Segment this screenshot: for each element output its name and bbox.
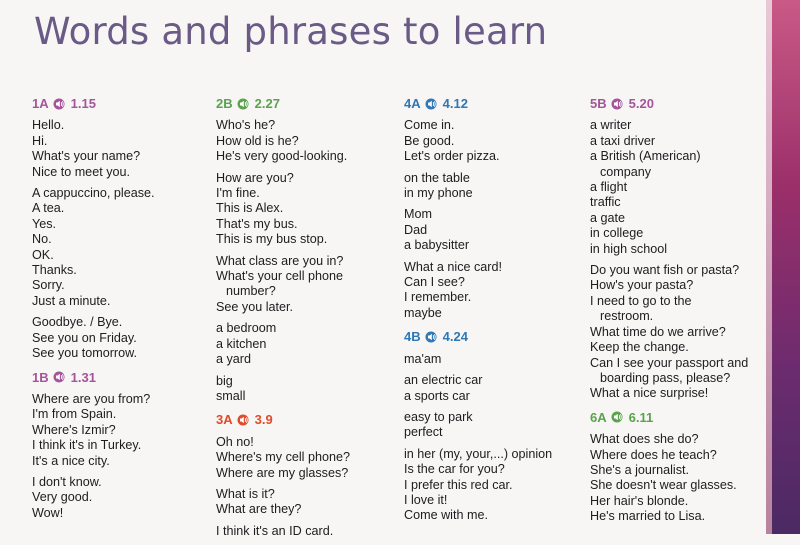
phrase-group (216, 321, 391, 367)
section-code: 6A (590, 409, 607, 425)
phrase-line: I remember. (404, 290, 472, 305)
phrase-line: What a nice surprise! (590, 386, 709, 401)
phrase-line: company (600, 164, 652, 179)
phrase-group (590, 118, 760, 257)
phrase-line: on the table (404, 170, 470, 185)
section-code: 5B (590, 96, 607, 111)
phrase-line: What are they? (216, 502, 302, 517)
phrase-line: I'm fine. (216, 186, 260, 201)
phrase-line: a bedroom (216, 321, 277, 336)
phrase-line: Where's my cell phone? (216, 450, 350, 465)
phrase-group (216, 435, 391, 481)
section-code: 4B (404, 329, 421, 345)
audio-track-number: 1.31 (70, 369, 96, 385)
phrase-line: perfect (404, 425, 443, 440)
phrase-line: maybe (404, 305, 442, 320)
phrase-line: a flight (590, 180, 628, 195)
section-heading (590, 96, 760, 111)
audio-icon[interactable] (237, 98, 251, 110)
phrase-line: Where does he teach? (590, 447, 717, 462)
phrase-line: I think it's an ID card. (216, 523, 334, 538)
phrase-group (590, 263, 760, 402)
phrase-group (404, 373, 579, 404)
phrase-group (216, 254, 391, 316)
section-heading (216, 412, 391, 427)
phrase-line: easy to park (404, 409, 473, 424)
phrase-line: I'm from Spain. (32, 407, 117, 422)
phrase-group (404, 171, 579, 202)
phrase-line: Thanks. (32, 263, 77, 278)
section-heading (32, 370, 202, 385)
audio-track-number: 4.12 (442, 96, 468, 111)
phrase-group (32, 315, 202, 361)
phrase-line: No. (32, 232, 52, 247)
phrase-line: I prefer this red car. (404, 477, 513, 492)
phrase-line: Her hair's blonde. (590, 493, 689, 508)
phrase-line: Do you want fish or pasta? (590, 263, 740, 278)
phrase-line: Dad (404, 222, 428, 237)
phrase-line: Wow! (32, 505, 64, 520)
section-code: 1A (32, 96, 49, 111)
phrase-line: What a nice card! (404, 259, 502, 274)
phrase-group (32, 118, 202, 180)
phrase-line: Be good. (404, 133, 455, 148)
phrase-line: boarding pass, please? (600, 370, 731, 385)
phrase-line: How's your pasta? (590, 278, 694, 293)
phrase-line: Where are my glasses? (216, 465, 349, 480)
column-3 (404, 92, 579, 530)
phrase-line: in her (my, your,...) opinion (404, 446, 553, 461)
phrase-group (404, 410, 579, 441)
phrase-line: traffic (590, 195, 621, 210)
phrase-group (404, 207, 579, 253)
phrase-line: Just a minute. (32, 293, 111, 308)
section-heading (404, 329, 579, 344)
section-code: 1B (32, 369, 49, 385)
phrase-line: OK. (32, 247, 54, 262)
phrase-line: Can I see your passport and (590, 355, 749, 370)
phrase-line: a yard (216, 352, 252, 367)
audio-icon[interactable] (53, 98, 67, 110)
phrase-line: Where's Izmir? (32, 422, 116, 437)
phrase-line: Come in. (404, 118, 455, 133)
phrase-line: Oh no! (216, 434, 254, 449)
phrase-line: She's a journalist. (590, 462, 690, 477)
phrase-line: a taxi driver (590, 133, 656, 148)
phrase-line: Where are you from? (32, 391, 151, 406)
section-heading (404, 96, 579, 111)
phrase-line: Can I see? (404, 275, 465, 290)
audio-track-number: 6.11 (628, 409, 654, 425)
phrase-line: small (216, 388, 246, 403)
phrase-line: This is my bus stop. (216, 232, 328, 247)
phrase-line: That's my bus. (216, 216, 298, 231)
phrase-line: Let's order pizza. (404, 149, 500, 164)
audio-track-number: 4.24 (442, 329, 468, 345)
audio-icon[interactable] (425, 331, 439, 343)
phrase-group (404, 118, 579, 164)
page-edge-decoration (766, 0, 800, 534)
phrase-line: Sorry. (32, 278, 65, 293)
phrase-line: Goodbye. / Bye. (32, 315, 123, 330)
section-code: 3A (216, 412, 233, 428)
phrase-line: Yes. (32, 216, 57, 231)
phrase-group (216, 487, 391, 518)
section-heading (590, 410, 760, 425)
phrase-line: an electric car (404, 373, 483, 388)
audio-icon[interactable] (611, 98, 625, 110)
phrase-line: What time do we arrive? (590, 324, 726, 339)
phrase-line: What's your name? (32, 149, 141, 164)
phrase-line: She doesn't wear glasses. (590, 478, 737, 493)
phrase-line: a writer (590, 118, 632, 133)
phrase-group (404, 260, 579, 322)
phrase-line: a British (American) (590, 149, 701, 164)
phrase-group (32, 186, 202, 309)
audio-track-number: 1.15 (70, 96, 96, 111)
phrase-line: Is the car for you? (404, 462, 505, 477)
phrase-line: What's your cell phone (216, 269, 344, 284)
audio-track-number: 5.20 (628, 96, 654, 111)
column-4 (590, 92, 760, 531)
phrase-line: What class are you in? (216, 253, 344, 268)
phrase-line: I need to go to the (590, 293, 692, 308)
audio-icon[interactable] (425, 98, 439, 110)
phrase-line: Nice to meet you. (32, 164, 130, 179)
phrase-line: big (216, 373, 233, 388)
audio-track-number: 2.27 (254, 96, 280, 111)
phrase-line: Come with me. (404, 508, 488, 523)
phrase-line: Very good. (32, 490, 93, 505)
phrase-line: Hi. (32, 133, 48, 148)
phrase-line: in college (590, 226, 644, 241)
phrase-line: Who's he? (216, 118, 276, 133)
phrase-line: He's married to Lisa. (590, 509, 706, 524)
section-heading (216, 96, 391, 111)
phrase-group (590, 432, 760, 524)
phrase-line: What does she do? (590, 432, 699, 447)
section-code: 4A (404, 96, 421, 111)
phrase-line: a gate (590, 210, 626, 225)
phrase-line: a kitchen (216, 336, 267, 351)
phrase-line: This is Alex. (216, 201, 284, 216)
phrase-group (216, 118, 391, 164)
phrase-group (404, 352, 579, 367)
phrase-line: I love it! (404, 492, 448, 507)
phrase-line: restroom. (600, 309, 654, 324)
phrase-group (216, 171, 391, 248)
column-2 (216, 92, 391, 545)
page-title: Words and phrases to learn (34, 10, 548, 53)
phrase-line: in my phone (404, 186, 473, 201)
phrase-line: a sports car (404, 388, 470, 403)
column-1 (32, 92, 202, 527)
phrase-line: What is it? (216, 486, 275, 501)
phrase-line: Hello. (32, 118, 65, 133)
phrase-line: How old is he? (216, 133, 299, 148)
phrase-line: Keep the change. (590, 340, 689, 355)
audio-track-number: 3.9 (254, 412, 273, 428)
phrase-line: I don't know. (32, 474, 102, 489)
phrase-line: See you on Friday. (32, 330, 137, 345)
phrase-group (32, 475, 202, 521)
phrase-group (32, 392, 202, 469)
phrase-group (404, 447, 579, 524)
audio-icon[interactable] (237, 414, 251, 426)
phrase-group (216, 524, 391, 539)
phrase-line: See you tomorrow. (32, 346, 137, 361)
phrase-line: A cappuccino, please. (32, 186, 155, 201)
phrase-line: A tea. (32, 201, 65, 216)
phrase-line: a babysitter (404, 238, 470, 253)
phrase-line: He's very good-looking. (216, 149, 348, 164)
phrase-line: in high school (590, 241, 668, 256)
phrase-line: It's a nice city. (32, 453, 110, 468)
phrase-line: ma'am (404, 351, 442, 366)
phrase-line: number? (226, 284, 276, 299)
audio-icon[interactable] (53, 371, 67, 383)
section-code: 2B (216, 96, 233, 111)
phrase-line: Mom (404, 207, 432, 222)
phrase-group (216, 374, 391, 405)
phrase-line: I think it's in Turkey. (32, 438, 142, 453)
phrase-line: See you later. (216, 299, 294, 314)
phrase-line: How are you? (216, 170, 294, 185)
section-heading (32, 96, 202, 111)
audio-icon[interactable] (611, 411, 625, 423)
